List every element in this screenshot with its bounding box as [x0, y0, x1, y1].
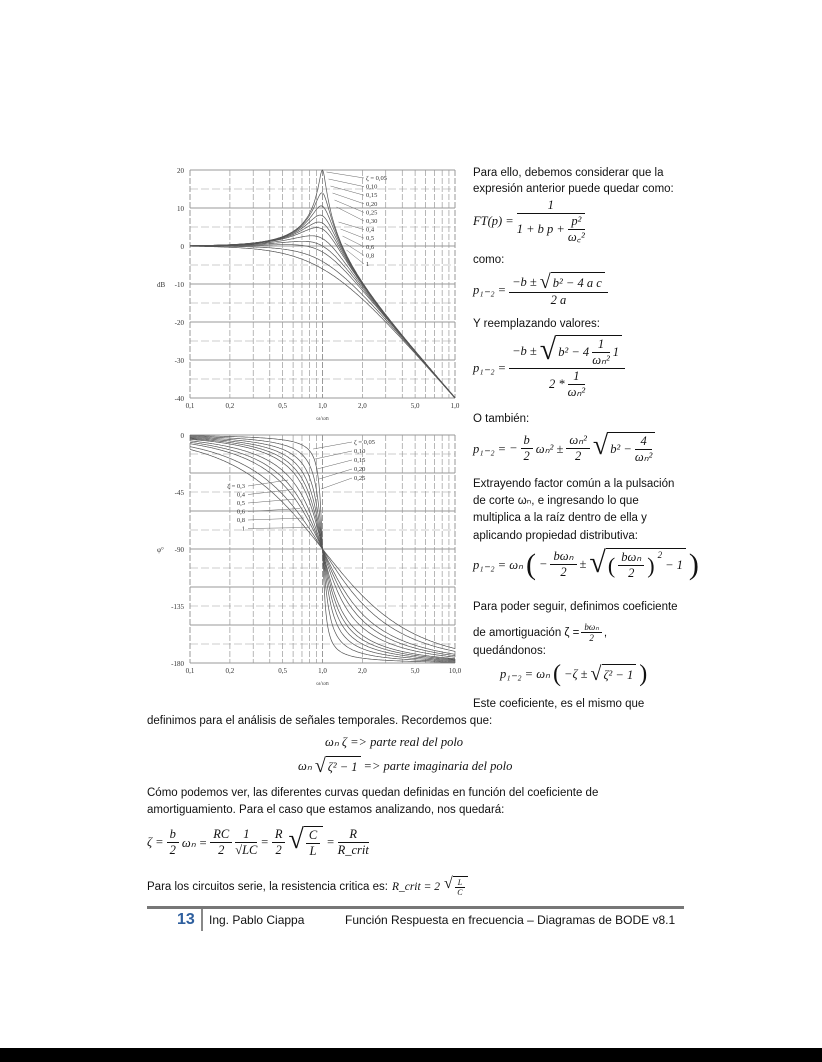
paragraph-line: como:	[473, 254, 505, 266]
legend-leader	[345, 243, 365, 255]
paragraph-line: definimos para el análisis de señales temporales. Recordemos que:	[147, 715, 493, 727]
math-text: b² − 4	[558, 345, 590, 359]
formula-final: p₁₋₂ = ωₙ ( −ζ ± √ ζ² − 1 )	[500, 661, 648, 687]
math-text: R_crit	[337, 843, 369, 857]
legend-label: 1	[366, 261, 370, 268]
math-text: b	[167, 827, 179, 843]
math-text: 1	[235, 827, 257, 843]
footer-separator	[201, 909, 203, 931]
paragraph-line: O también:	[473, 413, 530, 425]
page-number: 13	[177, 911, 195, 928]
math-text: p₁₋₂ = ωₙ	[500, 667, 551, 681]
legend-label: 0,20	[366, 200, 378, 208]
legend-label: 0,20	[354, 466, 366, 473]
legend-leader	[327, 172, 365, 178]
y-axis-label: dB	[157, 281, 166, 289]
formula-quadratic: p₁₋₂ = −b ± √ b² − 4 a c 2 a	[473, 272, 608, 308]
math-text: =	[260, 835, 269, 849]
paragraph-line	[473, 622, 607, 643]
math-text: ζ² − 1	[602, 664, 637, 684]
paragraph-line: Y reemplazando valores:	[473, 318, 600, 330]
math-text: bωₙ	[550, 549, 576, 565]
x-tick-label: 0,5	[278, 667, 287, 675]
math-text: =	[326, 835, 335, 849]
y-tick-label: -180	[171, 660, 184, 668]
math-text: 2	[575, 449, 582, 463]
math-text: ωₙ²	[592, 353, 610, 367]
y-axis-label: φ°	[157, 546, 164, 554]
legend-label: 0,5	[236, 500, 245, 507]
math-text: R	[338, 827, 369, 843]
legend-label: ζ = 0,3	[227, 483, 245, 490]
legend-label: 0,10	[366, 183, 378, 191]
formula-alt: p₁₋₂ = − $\frac{b}{2}$ ωₙ² ± $\frac{\text{ωₙ²}}{2}$ √ b² − $\frac{4}{\text{ωₙ²}}$	[473, 432, 655, 465]
math-text: L	[455, 878, 465, 888]
formula-replaced: p₁₋₂ = −b ± √ b² − 4 $\frac{1}{\text{ωₙ²}}$ 1 2 * $\frac{1}{\text{ωₙ²}}$	[473, 335, 625, 400]
math-text: p₁₋₂ =	[473, 360, 507, 375]
math-text: ωₙ²	[567, 385, 586, 399]
x-tick-label: 0,1	[185, 667, 195, 675]
y-tick-label: -90	[174, 546, 184, 554]
x-tick-label: 1,0	[318, 402, 327, 410]
legend-label: 0,25	[354, 475, 366, 482]
footer-divider	[147, 906, 684, 909]
x-tick-label: 0,1	[185, 402, 195, 410]
math-text: −b ±	[512, 274, 537, 289]
math-text: 1	[612, 345, 619, 359]
y-tick-label: -20	[174, 319, 184, 327]
paragraph-line: multiplica a la raíz dentro de ella y	[473, 512, 647, 524]
text-span: Para los circuitos serie, la resistencia critica es:	[147, 880, 388, 893]
paragraph-line: Este coeficiente, es el mismo que	[473, 698, 645, 710]
legend-label: ζ = 0,05	[354, 439, 375, 446]
math-text: p₁₋₂ = ωₙ	[473, 557, 524, 572]
legend-leader	[343, 236, 365, 247]
text-span: de amortiguación ζ =	[473, 626, 580, 639]
math-text: C	[306, 828, 320, 844]
legend-leader	[337, 207, 365, 221]
legend-label: 0,6	[366, 243, 375, 251]
math-text: ωₙ²	[566, 433, 590, 449]
math-text: −ζ ±	[564, 666, 588, 681]
y-tick-label: -40	[174, 395, 184, 403]
x-tick-label: 0,2	[225, 402, 235, 410]
paragraph-line: Para poder seguir, definimos coeficiente	[473, 601, 678, 613]
legend-leader	[335, 200, 365, 212]
math-text: ωₙ ζ => parte real del polo	[325, 735, 464, 749]
legend-leader	[248, 528, 308, 529]
math-text: b	[521, 433, 533, 449]
legend-leader	[315, 451, 352, 459]
paragraph-line: Para los circuitos serie, la resistencia critica es: R_crit = 2 √ $\frac{L}{C}$	[147, 876, 468, 897]
footer-title: Función Respuesta en frecuencia – Diagramas de BODE v8.1	[345, 913, 676, 927]
bottom-band	[0, 1048, 822, 1062]
math-text: ,	[603, 626, 608, 639]
paragraph-line: aplicando propiedad distributiva:	[473, 530, 638, 542]
math-text: √LC	[235, 843, 258, 857]
math-text: 2	[560, 565, 567, 579]
math-text: 2 *	[548, 377, 565, 391]
paragraph-line: expresión anterior puede quedar como:	[473, 183, 674, 195]
math-text: FT(p) =	[473, 214, 514, 228]
legend-label: 0,30	[366, 218, 378, 225]
legend-label: 0,6	[236, 508, 245, 516]
y-tick-label: 0	[180, 432, 184, 440]
x-tick-label: 5,0	[410, 667, 420, 675]
legend-label: 0,15	[354, 457, 366, 464]
x-tick-label: 1,0	[450, 402, 460, 410]
math-text: 1	[517, 198, 585, 214]
legend-leader	[321, 478, 352, 489]
formula-distributive: p₁₋₂ = ωₙ ( − $\frac{\text{bωₙ}}{2}$ ± √ ( $\frac{\text{bωₙ}}{2}$ ) $^2$ − 1 )	[473, 546, 699, 581]
legend-leader	[329, 179, 365, 187]
formula-imag-part: ωₙ √ ζ² − 1 => parte imaginaria del polo	[298, 755, 513, 777]
y-tick-label: -30	[174, 357, 184, 365]
x-axis-label: ω/ωn	[316, 416, 329, 422]
formula-zeta: ζ = $\frac{b}{2}$ ωₙ = $\frac{RC}{2}$ $\frac{1}{√LC}$ = $\frac{R}{2}$ √ $\frac{C}{L}$ = $\frac{R}{\text{R\_crit}}$	[147, 824, 369, 858]
math-text: −	[539, 557, 548, 571]
y-tick-label: -135	[171, 603, 184, 611]
math-text: 1 + b p +	[516, 222, 565, 236]
math-text: 2	[657, 550, 663, 560]
math-text: R	[272, 827, 286, 843]
math-text: 2	[218, 843, 225, 857]
x-axis-label: ω/ωn	[316, 681, 329, 687]
legend-label: 0,25	[366, 209, 378, 217]
math-text: bωₙ	[581, 622, 601, 633]
math-text: ωₙ	[298, 759, 312, 773]
x-tick-label: 5,0	[410, 402, 420, 410]
math-text: b² −	[610, 442, 632, 456]
math-text: => parte imaginaria del polo	[363, 758, 513, 773]
formula-real-part	[325, 734, 463, 750]
legend-label: 0,8	[366, 252, 375, 260]
math-text: 2	[275, 843, 282, 857]
math-text: − 1	[665, 558, 683, 572]
y-tick-label: -45	[174, 489, 184, 497]
math-text: ω꜀²	[567, 230, 585, 244]
math-text: 2	[523, 449, 530, 463]
math-text: −b ±	[512, 344, 537, 358]
math-text: p²	[568, 214, 585, 230]
math-text: bωₙ	[618, 550, 644, 566]
legend-label: 1	[241, 525, 245, 533]
math-text: ζ =	[147, 835, 164, 849]
paragraph-line: de corte ωₙ, e ingresando lo que	[473, 495, 639, 507]
math-text: b² − 4 a c	[551, 272, 605, 292]
legend-label: 0,5	[366, 235, 375, 243]
legend-label: 0,4	[236, 491, 245, 499]
legend-label: 0,4	[366, 226, 375, 234]
math-text: p₁₋₂ =	[473, 441, 507, 456]
paragraph-line: quedándonos:	[473, 645, 546, 657]
y-tick-label: 0	[180, 243, 184, 251]
y-tick-label: -10	[174, 281, 184, 289]
legend-leader	[333, 193, 365, 204]
math-text: ±	[579, 557, 587, 571]
formula-ft	[473, 198, 585, 245]
math-text: 1	[592, 337, 610, 353]
legend-label: 0,8	[236, 517, 245, 524]
y-tick-label: 10	[177, 205, 184, 213]
legend-leader	[319, 469, 352, 479]
paragraph-line: Para ello, debemos considerar que la	[473, 167, 664, 179]
math-text: ωₙ =	[181, 835, 208, 850]
legend-label: 0,15	[366, 192, 378, 200]
x-tick-label: 0,2	[225, 667, 235, 675]
paragraph-line: amortiguamiento. Para el caso que estamos analizando, nos quedará:	[147, 804, 505, 816]
math-text: 2	[628, 566, 635, 580]
math-text: ζ² − 1	[326, 756, 361, 776]
paragraph-line: Cómo podemos ver, las diferentes curvas quedan definidas en función del coeficiente de	[147, 787, 599, 799]
math-text: 1	[568, 369, 586, 385]
legend-leader	[339, 222, 365, 230]
x-tick-label: 2,0	[358, 667, 367, 675]
math-text: C	[457, 888, 463, 897]
math-text: RC	[210, 827, 232, 843]
math-text: 2	[169, 843, 176, 857]
y-tick-label: 20	[177, 167, 184, 175]
paragraph-line: Extrayendo factor común a la pulsación	[473, 478, 675, 490]
x-tick-label: 1,0	[318, 667, 327, 675]
math-text: ωₙ² ±	[535, 441, 564, 456]
math-text: 4	[635, 434, 653, 450]
math-text: p₁₋₂ =	[473, 283, 507, 297]
x-tick-label: 10,0	[448, 667, 462, 675]
math-text: 2	[589, 633, 594, 643]
math-text: L	[309, 844, 317, 858]
math-text: 2 a	[550, 293, 567, 307]
legend-label: ζ = 0,05	[366, 175, 387, 182]
legend-leader	[313, 442, 352, 449]
math-text: −	[509, 441, 518, 455]
math-text: R_crit = 2	[391, 880, 440, 893]
footer-author: Ing. Pablo Ciappa	[209, 913, 305, 927]
x-tick-label: 0,5	[278, 402, 287, 410]
math-text: ωₙ²	[634, 450, 653, 464]
x-tick-label: 2,0	[358, 402, 367, 410]
legend-leader	[248, 518, 304, 520]
legend-label: 0,10	[354, 448, 366, 455]
